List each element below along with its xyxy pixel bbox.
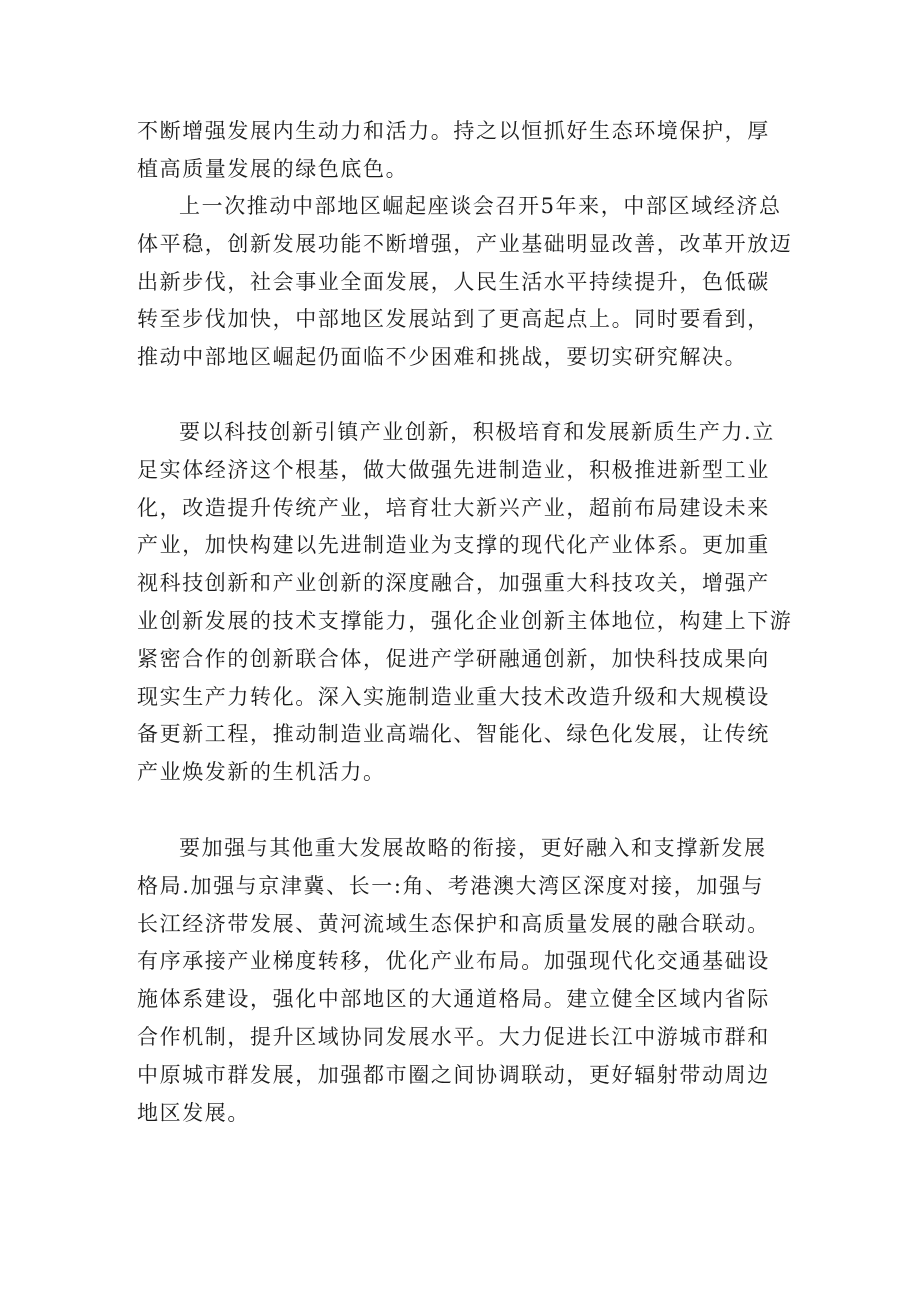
paragraph-3	[137, 414, 793, 792]
text-line: 上一次推动中部地区崛起座谈会召开5年来，中部区域经济总	[179, 194, 782, 218]
text-line: 化，改造提升传统产业，培育壮大新兴产业，超前布局建设未来	[137, 495, 770, 520]
text-line: 施体系建设，强化中部地区的大通道格局。建立健全区域内省际	[137, 987, 770, 1012]
text-line: 不断增强发展内生动力和活力。持之以恒抓好生态环境保护，厚	[137, 119, 770, 143]
text-line: 业创新发展的技术支撑能力，强化企业创新主体地位，构建上下游	[137, 608, 793, 633]
text-line: 紧密合作的创新联合体，促进产学研融通创新，加快科技成果向	[137, 646, 770, 671]
text-line: 出新步伐，社会事业全面发展，人民生活水平持续提升，色低碳	[137, 269, 770, 294]
text-line: 格局.加强与京津冀、长一:角、考港澳大湾区深度对接，加强与	[137, 873, 765, 898]
text-line: 合作机制，提升区域协同发展水平。大力促进长江中游城市群和	[137, 1024, 770, 1049]
text-line: 视科技创新和产业创新的深度融合，加强重大科技攻关，增强产	[137, 571, 770, 596]
paragraph-2	[137, 188, 793, 377]
text-line: 中原城市群发展，加强都市圈之间协调联动，更好辐射带动周边	[137, 1062, 770, 1087]
text-line: 转至步伐加快，中部地区发展站到了更高起点上。同时要看到，	[137, 307, 770, 332]
text-line: 长江经济带发展、黄河流域生态保护和高质量发展的融合联动。	[137, 911, 770, 936]
paragraph-4	[137, 830, 789, 1132]
text-line: 体平稳，创新发展功能不断增强，产业基础明显改善，改革开放迈	[137, 231, 793, 256]
text-line: 地区发展。	[137, 1100, 250, 1125]
text-line: 足实体经济这个根基，做大做强先进制造业，积极推进新型工业	[137, 457, 770, 482]
text-line: 要以科技创新引镇产业创新，积极培育和发展新质生产力.立	[179, 420, 775, 444]
text-line: 有序承接产业梯度转移，优化产业布局。加强现代化交通基础设	[137, 949, 770, 974]
text-line: 现实生产力转化。深入实施制造业重大技术改造升级和大规模设	[137, 684, 770, 709]
text-line: 备更新工程，推动制造业高端化、智能化、绿色化发展，让传统	[137, 722, 770, 747]
text-line: 推动中部地区崛起仍面临不少困难和挑战，要切实研究解决。	[137, 345, 748, 370]
text-line: 植高质量发展的绿色底色。	[137, 156, 409, 181]
text-line: 产业，加快构建以先进制造业为支撑的现代化产业体系。更加重	[137, 533, 770, 558]
text-line: 要加强与其他重大发展故略的衔接，更好融入和支撑新发展	[179, 836, 767, 860]
paragraph-1	[137, 113, 789, 189]
text-line: 产业焕发新的生机活力。	[137, 760, 386, 785]
